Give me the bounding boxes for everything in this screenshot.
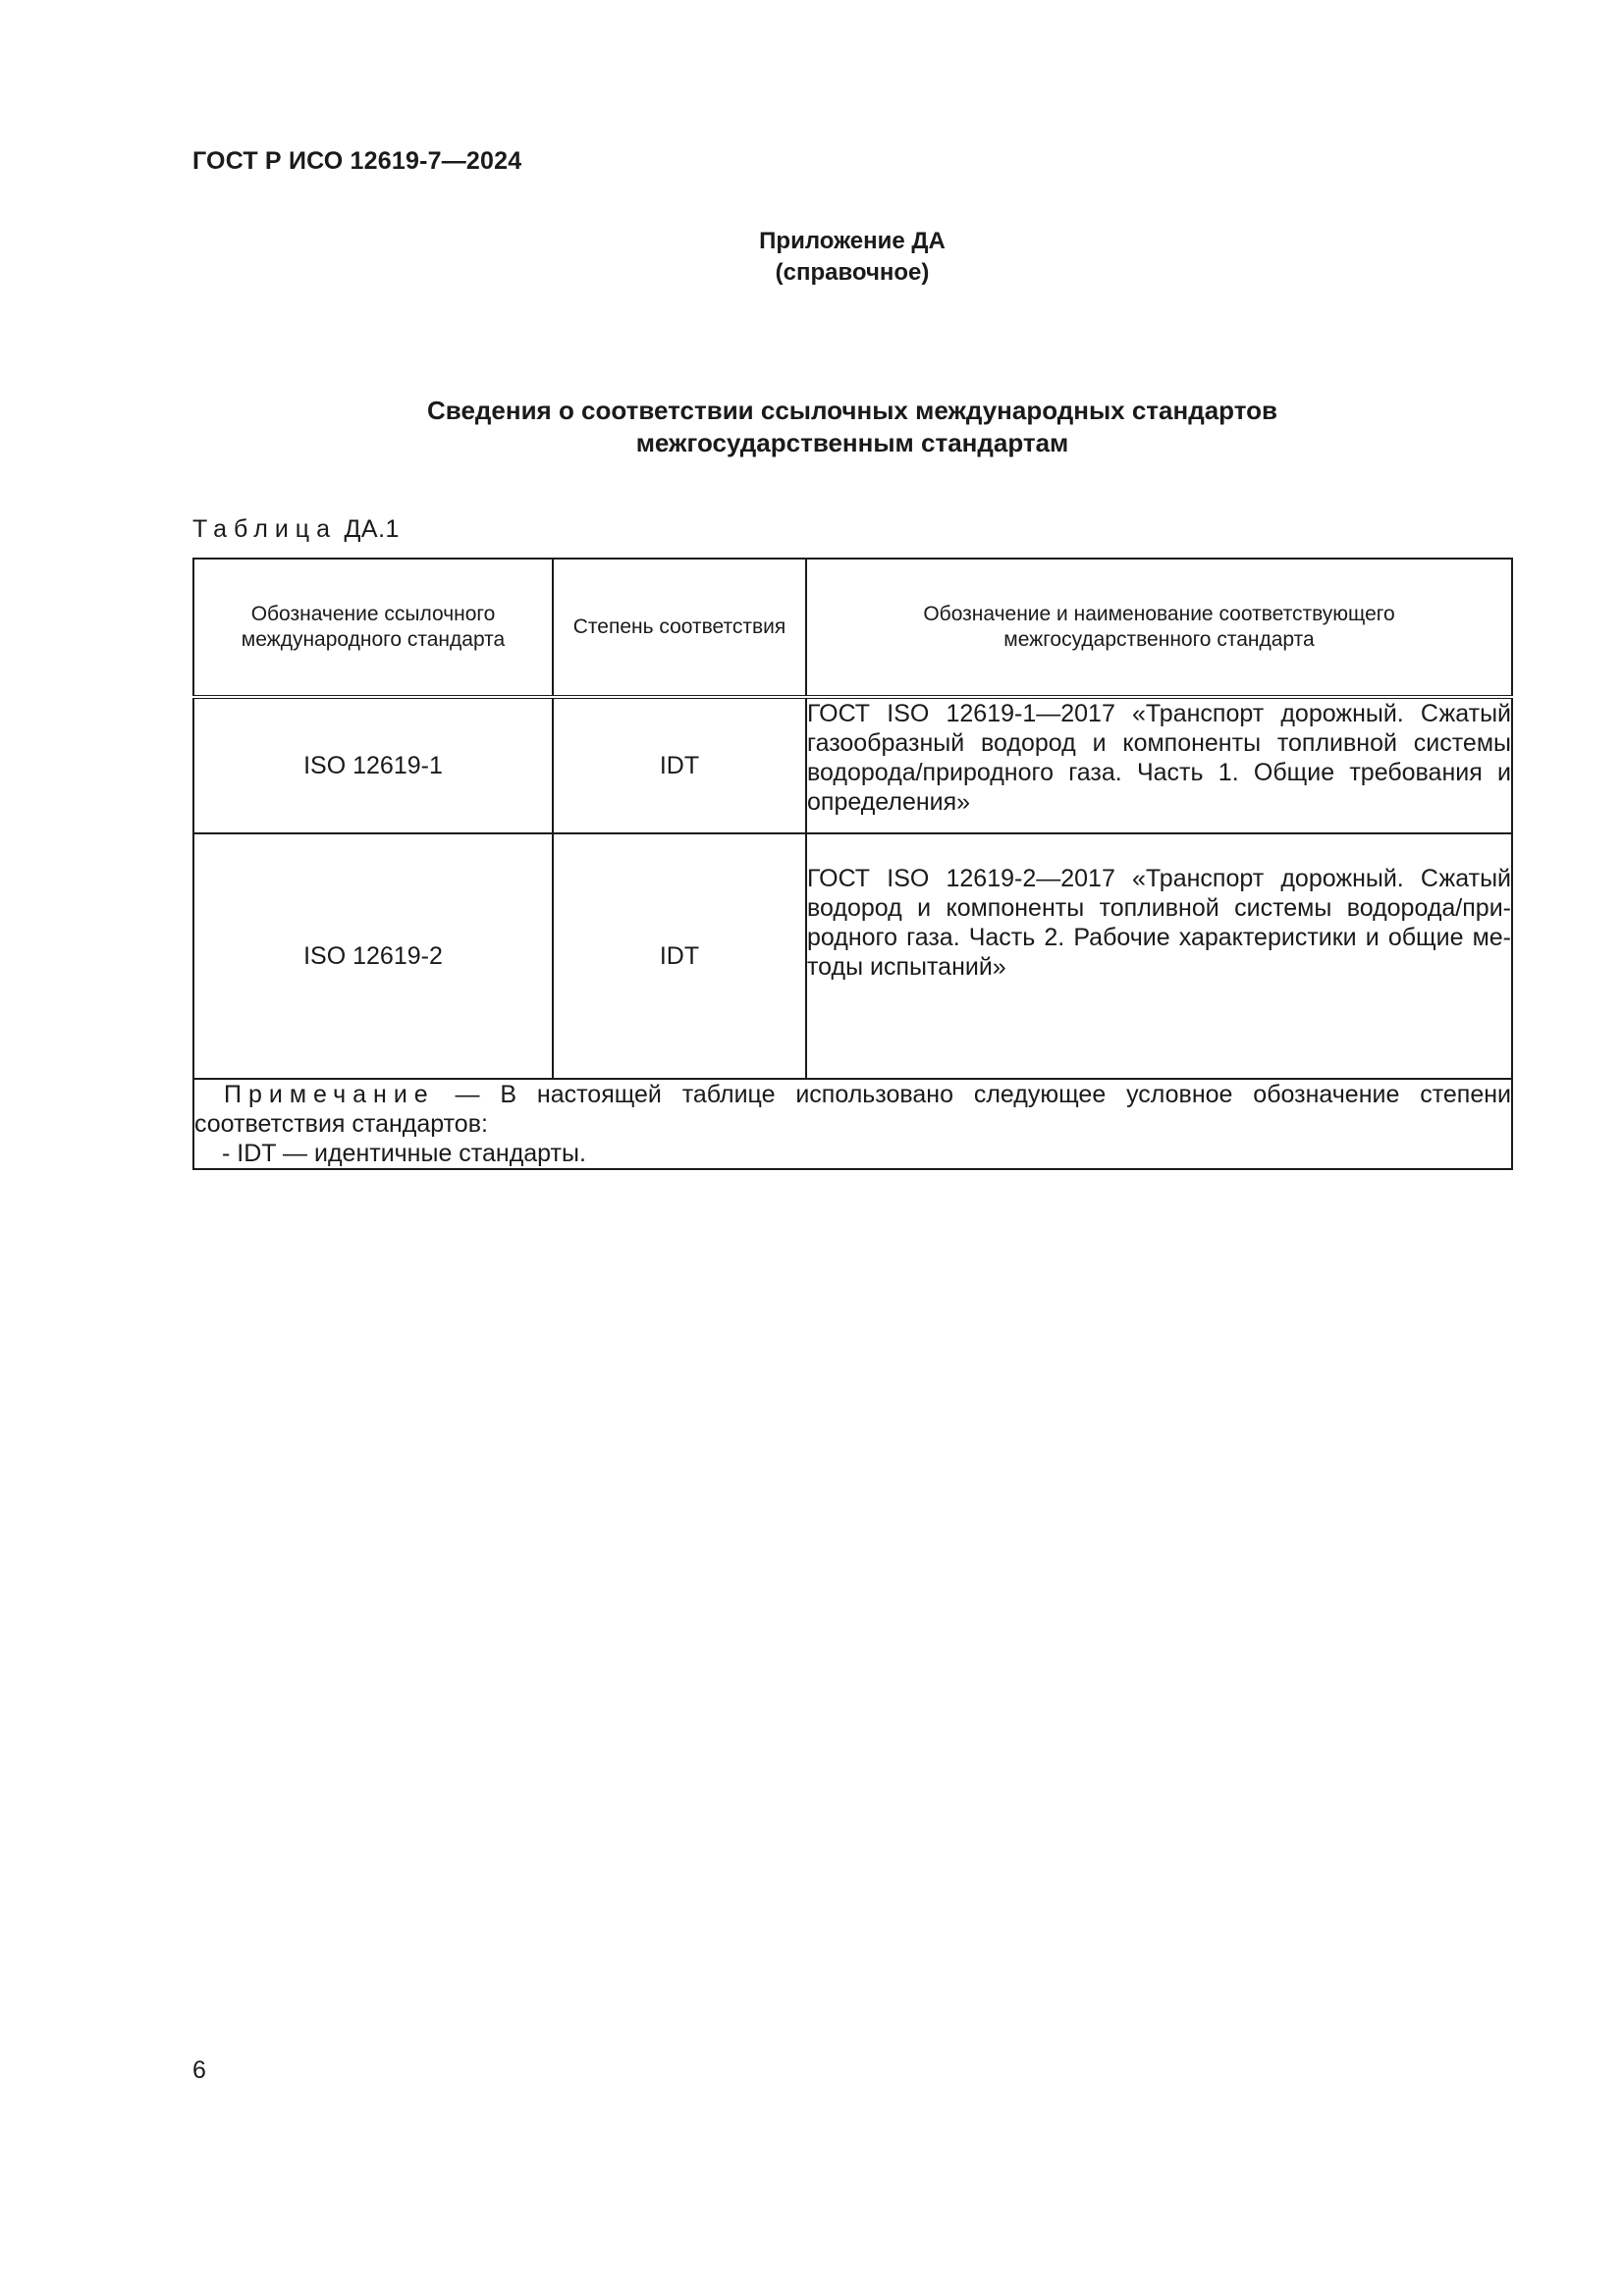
page-number: 6	[192, 2056, 206, 2084]
table-row	[193, 833, 1512, 1079]
correspondence-table	[192, 558, 1513, 1170]
section-title-line2: межгосударственным стандартам	[635, 428, 1069, 457]
table-note	[193, 1079, 1512, 1169]
annex-heading	[192, 226, 1512, 289]
document-code: ГОСТ Р ИСО 12619-7—2024	[192, 147, 522, 175]
table-row	[193, 697, 1512, 833]
note-list-item: - IDT — идентичные стандарты.	[222, 1140, 586, 1167]
column-header-interstate: Обозначение и наименование соответствующего межгосударственного стандарта	[806, 559, 1512, 697]
section-title-line1: Сведения о соответствии ссылочных международных стандартов	[427, 396, 1277, 425]
cell-interstate: ГОСТ ISO 12619-2—2017 «Транспорт дорожный. Сжатый водород и компоненты топливной системы водорода/природного газа. Часть 2. Рабочие характеристики и общие методы испытаний»	[806, 833, 1512, 1079]
table-header-row	[193, 559, 1512, 697]
section-title	[192, 395, 1512, 459]
table-caption-word: Таблица	[192, 515, 338, 543]
table-note-row	[193, 1079, 1512, 1169]
column-header-degree: Степень соответствия	[553, 559, 806, 697]
table-caption-number: ДА.1	[344, 515, 400, 543]
column-header-reference: Обозначение ссылочного международного стандарта	[193, 559, 553, 697]
table-caption	[192, 515, 400, 544]
annex-title: Приложение ДА	[759, 228, 946, 254]
cell-degree: IDT	[553, 697, 806, 833]
annex-type: (справочное)	[775, 259, 930, 286]
cell-degree: IDT	[553, 833, 806, 1079]
cell-interstate: ГОСТ ISO 12619-1—2017 «Транспорт дорожный. Сжатый газообразный водород и компоненты топливной системы водорода/природного газа. Часть 1. Общие требования и определения»	[806, 697, 1512, 833]
note-label: Примечание	[224, 1081, 435, 1108]
note-text: — В настоящей таблице использовано следующее условное обозначение степени соответствия стандартов:	[194, 1081, 1511, 1138]
cell-reference: ISO 12619-1	[193, 697, 553, 833]
cell-reference: ISO 12619-2	[193, 833, 553, 1079]
note-paragraph	[194, 1080, 1511, 1139]
